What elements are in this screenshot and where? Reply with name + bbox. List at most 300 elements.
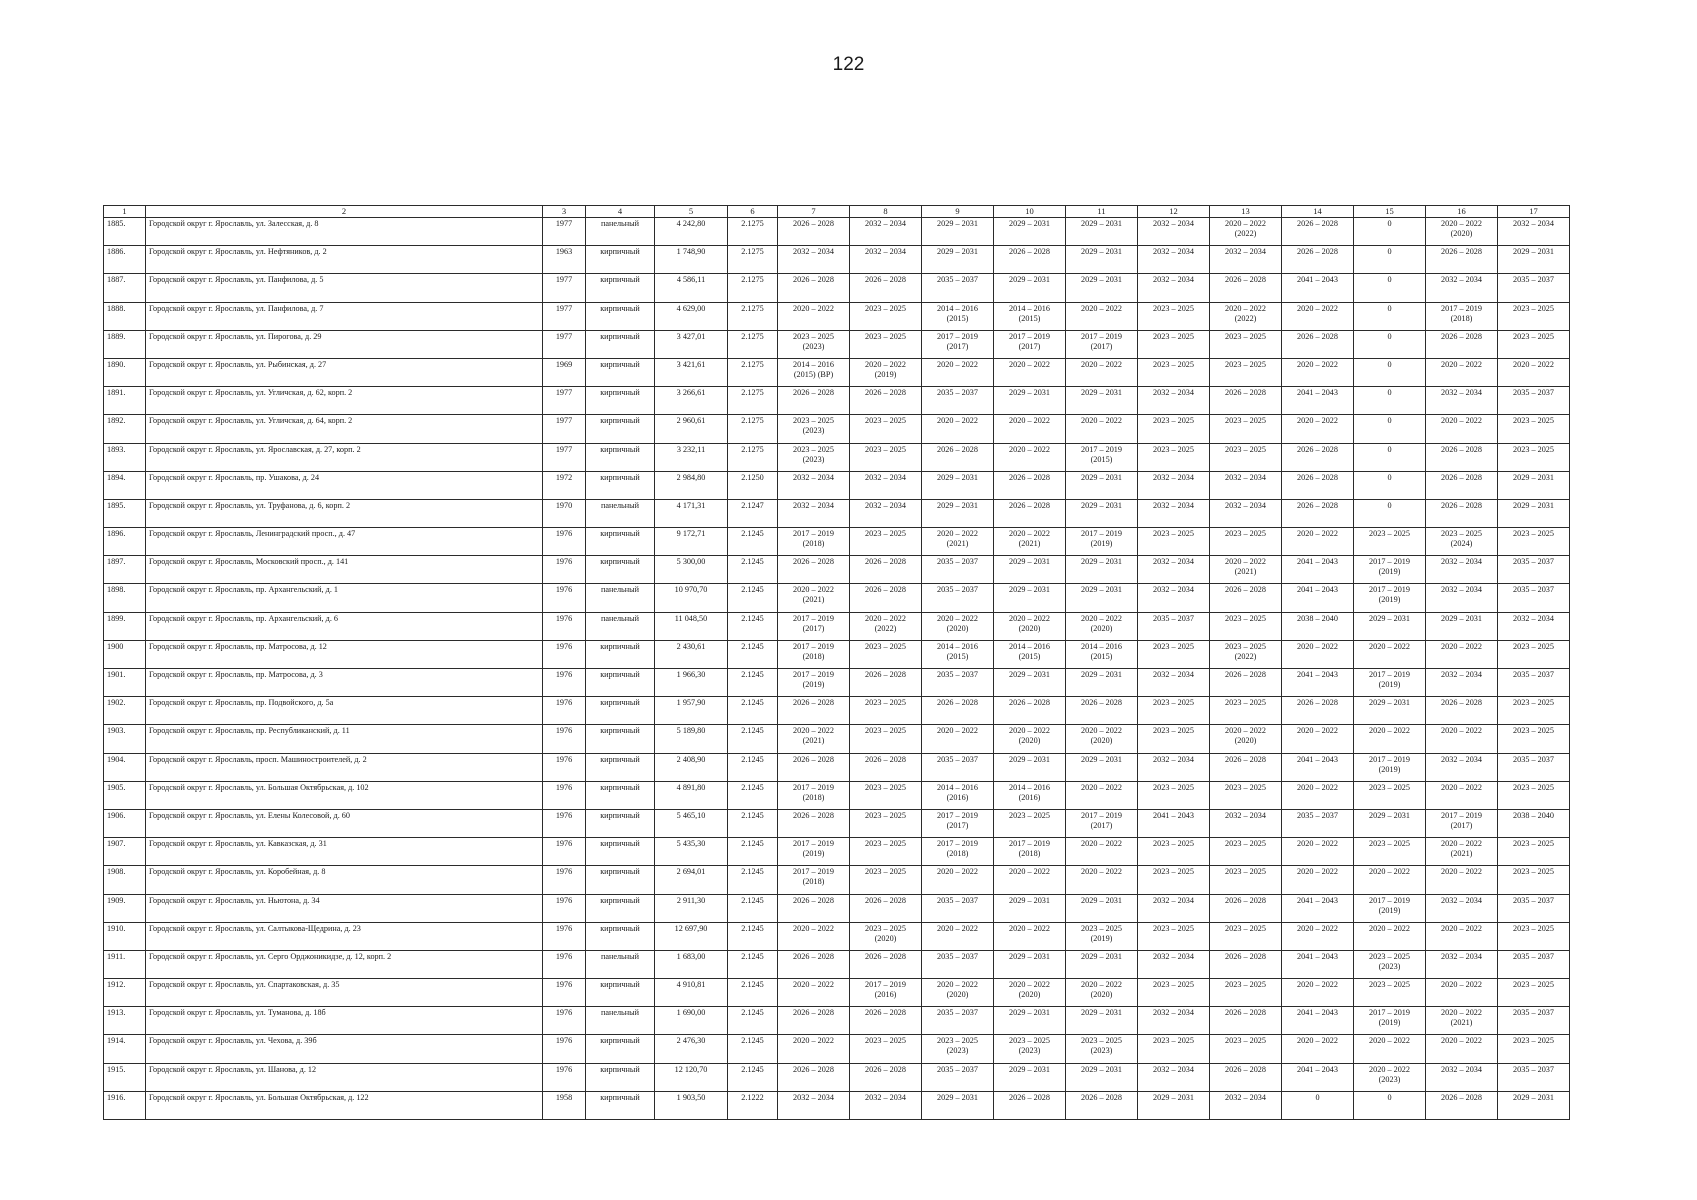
- period-col-8-cell: 2026 – 2028: [850, 950, 922, 978]
- period-col-9-cell: 2029 – 2031: [922, 471, 994, 499]
- period-col-13-cell: 2023 – 2025: [1210, 1035, 1282, 1063]
- coefficient-cell: 2.1245: [728, 640, 778, 668]
- period-col-7-cell: 2032 – 2034: [778, 246, 850, 274]
- period-col-7-cell: 2026 – 2028: [778, 894, 850, 922]
- coefficient-cell: 2.1245: [728, 922, 778, 950]
- period-col-7-cell: 2020 – 2022: [778, 922, 850, 950]
- wall-material-cell: кирпичный: [586, 443, 655, 471]
- period-col-11-cell: 2026 – 2028: [1066, 1091, 1138, 1119]
- period-col-17-cell: 2023 – 2025: [1498, 866, 1570, 894]
- address-cell: Городской округ г. Ярославль, пр. Республиканский, д. 11: [146, 725, 543, 753]
- period-col-13-cell: 2023 – 2025: [1210, 415, 1282, 443]
- period-col-14-cell: 2026 – 2028: [1282, 499, 1354, 527]
- column-number-15: 15: [1354, 206, 1426, 218]
- period-col-7-cell: 2023 – 2025 (2023): [778, 415, 850, 443]
- period-col-9-cell: 2029 – 2031: [922, 499, 994, 527]
- period-col-12-cell: 2032 – 2034: [1138, 556, 1210, 584]
- period-col-11-cell: 2029 – 2031: [1066, 1063, 1138, 1091]
- total-area-cell: 2 430,61: [655, 640, 728, 668]
- table-row: [104, 612, 1570, 640]
- period-col-7-cell: 2020 – 2022: [778, 302, 850, 330]
- period-col-12-cell: 2023 – 2025: [1138, 528, 1210, 556]
- row-number-cell: 1916.: [104, 1091, 146, 1119]
- period-col-17-cell: 2038 – 2040: [1498, 809, 1570, 837]
- period-col-13-cell: 2020 – 2022 (2022): [1210, 302, 1282, 330]
- address-cell: Городской округ г. Ярославль, пр. Архангельский, д. 1: [146, 584, 543, 612]
- wall-material-cell: кирпичный: [586, 387, 655, 415]
- table-row: [104, 415, 1570, 443]
- period-col-7-cell: 2017 – 2019 (2019): [778, 838, 850, 866]
- table-row: [104, 894, 1570, 922]
- year-built-cell: 1976: [543, 979, 586, 1007]
- year-built-cell: 1976: [543, 950, 586, 978]
- period-col-9-cell: 2035 – 2037: [922, 387, 994, 415]
- period-col-10-cell: 2029 – 2031: [994, 950, 1066, 978]
- wall-material-cell: кирпичный: [586, 246, 655, 274]
- period-col-9-cell: 2017 – 2019 (2017): [922, 809, 994, 837]
- table-row: [104, 1091, 1570, 1119]
- period-col-15-cell: 2020 – 2022 (2023): [1354, 1063, 1426, 1091]
- period-col-16-cell: 2017 – 2019 (2017): [1426, 809, 1498, 837]
- period-col-7-cell: 2023 – 2025 (2023): [778, 443, 850, 471]
- year-built-cell: 1976: [543, 556, 586, 584]
- period-col-16-cell: 2020 – 2022: [1426, 1035, 1498, 1063]
- row-number-cell: 1885.: [104, 218, 146, 246]
- total-area-cell: 3 421,61: [655, 358, 728, 386]
- period-col-16-cell: 2032 – 2034: [1426, 669, 1498, 697]
- wall-material-cell: кирпичный: [586, 471, 655, 499]
- column-number-8: 8: [850, 206, 922, 218]
- period-col-7-cell: 2026 – 2028: [778, 1063, 850, 1091]
- period-col-15-cell: 2023 – 2025: [1354, 528, 1426, 556]
- period-col-15-cell: 0: [1354, 415, 1426, 443]
- period-col-9-cell: 2014 – 2016 (2015): [922, 640, 994, 668]
- period-col-11-cell: 2029 – 2031: [1066, 556, 1138, 584]
- column-number-17: 17: [1498, 206, 1570, 218]
- period-col-11-cell: 2023 – 2025 (2019): [1066, 922, 1138, 950]
- period-col-17-cell: 2035 – 2037: [1498, 753, 1570, 781]
- year-built-cell: 1972: [543, 471, 586, 499]
- table-row: [104, 809, 1570, 837]
- period-col-16-cell: 2020 – 2022 (2020): [1426, 218, 1498, 246]
- coefficient-cell: 2.1245: [728, 1035, 778, 1063]
- period-col-8-cell: 2026 – 2028: [850, 669, 922, 697]
- period-col-10-cell: 2026 – 2028: [994, 1091, 1066, 1119]
- period-col-16-cell: 2017 – 2019 (2018): [1426, 302, 1498, 330]
- address-cell: Городской округ г. Ярославль, ул. Спартаковская, д. 35: [146, 979, 543, 1007]
- table-row: [104, 922, 1570, 950]
- period-col-11-cell: 2029 – 2031: [1066, 387, 1138, 415]
- table-row: [104, 640, 1570, 668]
- row-number-cell: 1893.: [104, 443, 146, 471]
- period-col-16-cell: 2032 – 2034: [1426, 556, 1498, 584]
- period-col-17-cell: 2023 – 2025: [1498, 979, 1570, 1007]
- period-col-9-cell: 2029 – 2031: [922, 1091, 994, 1119]
- period-col-10-cell: 2029 – 2031: [994, 894, 1066, 922]
- period-col-13-cell: 2032 – 2034: [1210, 499, 1282, 527]
- period-col-12-cell: 2023 – 2025: [1138, 1035, 1210, 1063]
- total-area-cell: 12 120,70: [655, 1063, 728, 1091]
- coefficient-cell: 2.1245: [728, 697, 778, 725]
- period-col-7-cell: 2032 – 2034: [778, 1091, 850, 1119]
- column-number-16: 16: [1426, 206, 1498, 218]
- table-row: [104, 471, 1570, 499]
- period-col-7-cell: 2023 – 2025 (2023): [778, 330, 850, 358]
- year-built-cell: 1976: [543, 725, 586, 753]
- coefficient-cell: 2.1245: [728, 584, 778, 612]
- period-col-15-cell: 0: [1354, 218, 1426, 246]
- year-built-cell: 1977: [543, 443, 586, 471]
- period-col-10-cell: 2023 – 2025 (2023): [994, 1035, 1066, 1063]
- period-col-15-cell: 0: [1354, 443, 1426, 471]
- period-col-17-cell: 2035 – 2037: [1498, 387, 1570, 415]
- period-col-7-cell: 2017 – 2019 (2017): [778, 612, 850, 640]
- period-col-13-cell: 2026 – 2028: [1210, 894, 1282, 922]
- period-col-16-cell: 2020 – 2022: [1426, 781, 1498, 809]
- address-cell: Городской округ г. Ярославль, пр. Подвойского, д. 5а: [146, 697, 543, 725]
- period-col-11-cell: 2020 – 2022: [1066, 358, 1138, 386]
- address-cell: Городской округ г. Ярославль, просп. Машиностроителей, д. 2: [146, 753, 543, 781]
- period-col-14-cell: 2041 – 2043: [1282, 387, 1354, 415]
- address-cell: Городской округ г. Ярославль, ул. Большая Октябрьская, д. 102: [146, 781, 543, 809]
- year-built-cell: 1977: [543, 330, 586, 358]
- period-col-12-cell: 2035 – 2037: [1138, 612, 1210, 640]
- period-col-12-cell: 2023 – 2025: [1138, 922, 1210, 950]
- period-col-8-cell: 2026 – 2028: [850, 274, 922, 302]
- total-area-cell: 4 586,11: [655, 274, 728, 302]
- address-cell: Городской округ г. Ярославль, ул. Нефтяников, д. 2: [146, 246, 543, 274]
- row-number-cell: 1914.: [104, 1035, 146, 1063]
- period-col-17-cell: 2020 – 2022: [1498, 358, 1570, 386]
- period-col-15-cell: 2017 – 2019 (2019): [1354, 1007, 1426, 1035]
- period-col-11-cell: 2017 – 2019 (2019): [1066, 528, 1138, 556]
- period-col-11-cell: 2020 – 2022: [1066, 415, 1138, 443]
- total-area-cell: 1 748,90: [655, 246, 728, 274]
- period-col-10-cell: 2014 – 2016 (2016): [994, 781, 1066, 809]
- period-col-16-cell: 2032 – 2034: [1426, 274, 1498, 302]
- period-col-13-cell: 2020 – 2022 (2021): [1210, 556, 1282, 584]
- total-area-cell: 2 984,80: [655, 471, 728, 499]
- period-col-10-cell: 2029 – 2031: [994, 218, 1066, 246]
- wall-material-cell: кирпичный: [586, 697, 655, 725]
- table-row: [104, 950, 1570, 978]
- wall-material-cell: панельный: [586, 612, 655, 640]
- period-col-12-cell: 2032 – 2034: [1138, 471, 1210, 499]
- table-row: [104, 218, 1570, 246]
- total-area-cell: 2 960,61: [655, 415, 728, 443]
- period-col-17-cell: 2023 – 2025: [1498, 443, 1570, 471]
- coefficient-cell: 2.1245: [728, 725, 778, 753]
- period-col-8-cell: 2026 – 2028: [850, 753, 922, 781]
- wall-material-cell: панельный: [586, 499, 655, 527]
- address-cell: Городской округ г. Ярославль, Московский просп., д. 141: [146, 556, 543, 584]
- total-area-cell: 4 629,00: [655, 302, 728, 330]
- period-col-8-cell: 2023 – 2025: [850, 1035, 922, 1063]
- column-number-6: 6: [728, 206, 778, 218]
- period-col-17-cell: 2029 – 2031: [1498, 1091, 1570, 1119]
- period-col-11-cell: 2029 – 2031: [1066, 894, 1138, 922]
- period-col-8-cell: 2023 – 2025: [850, 838, 922, 866]
- address-cell: Городской округ г. Ярославль, ул. Рыбинская, д. 27: [146, 358, 543, 386]
- table-body: [104, 218, 1570, 1120]
- period-col-13-cell: 2020 – 2022 (2020): [1210, 725, 1282, 753]
- row-number-cell: 1913.: [104, 1007, 146, 1035]
- wall-material-cell: кирпичный: [586, 556, 655, 584]
- period-col-12-cell: 2032 – 2034: [1138, 274, 1210, 302]
- period-col-10-cell: 2020 – 2022 (2020): [994, 979, 1066, 1007]
- period-col-15-cell: 2020 – 2022: [1354, 866, 1426, 894]
- period-col-13-cell: 2023 – 2025 (2022): [1210, 640, 1282, 668]
- period-col-15-cell: 2017 – 2019 (2019): [1354, 556, 1426, 584]
- row-number-cell: 1908.: [104, 866, 146, 894]
- period-col-17-cell: 2029 – 2031: [1498, 246, 1570, 274]
- period-col-13-cell: 2023 – 2025: [1210, 697, 1282, 725]
- coefficient-cell: 2.1245: [728, 781, 778, 809]
- period-col-14-cell: 0: [1282, 1091, 1354, 1119]
- period-col-16-cell: 2029 – 2031: [1426, 612, 1498, 640]
- period-col-12-cell: 2023 – 2025: [1138, 781, 1210, 809]
- address-cell: Городской округ г. Ярославль, ул. Панфилова, д. 7: [146, 302, 543, 330]
- period-col-15-cell: 2023 – 2025: [1354, 781, 1426, 809]
- table-row: [104, 556, 1570, 584]
- period-col-14-cell: 2026 – 2028: [1282, 697, 1354, 725]
- period-col-17-cell: 2032 – 2034: [1498, 612, 1570, 640]
- period-col-10-cell: 2020 – 2022: [994, 358, 1066, 386]
- period-col-7-cell: 2026 – 2028: [778, 809, 850, 837]
- period-col-15-cell: 2017 – 2019 (2019): [1354, 894, 1426, 922]
- coefficient-cell: 2.1275: [728, 218, 778, 246]
- wall-material-cell: кирпичный: [586, 415, 655, 443]
- row-number-cell: 1894.: [104, 471, 146, 499]
- year-built-cell: 1976: [543, 1007, 586, 1035]
- total-area-cell: 1 966,30: [655, 669, 728, 697]
- period-col-14-cell: 2020 – 2022: [1282, 781, 1354, 809]
- table-row: [104, 669, 1570, 697]
- period-col-11-cell: 2020 – 2022: [1066, 781, 1138, 809]
- period-col-12-cell: 2023 – 2025: [1138, 866, 1210, 894]
- period-col-8-cell: 2023 – 2025: [850, 809, 922, 837]
- row-number-cell: 1899.: [104, 612, 146, 640]
- coefficient-cell: 2.1245: [728, 838, 778, 866]
- period-col-9-cell: 2023 – 2025 (2023): [922, 1035, 994, 1063]
- table-row: [104, 330, 1570, 358]
- period-col-14-cell: 2041 – 2043: [1282, 894, 1354, 922]
- period-col-13-cell: 2026 – 2028: [1210, 1007, 1282, 1035]
- row-number-cell: 1907.: [104, 838, 146, 866]
- period-col-15-cell: 0: [1354, 1091, 1426, 1119]
- period-col-9-cell: 2035 – 2037: [922, 753, 994, 781]
- period-col-14-cell: 2041 – 2043: [1282, 1063, 1354, 1091]
- period-col-10-cell: 2017 – 2019 (2018): [994, 838, 1066, 866]
- period-col-16-cell: 2032 – 2034: [1426, 950, 1498, 978]
- period-col-15-cell: 2023 – 2025: [1354, 979, 1426, 1007]
- period-col-14-cell: 2026 – 2028: [1282, 443, 1354, 471]
- row-number-cell: 1912.: [104, 979, 146, 1007]
- period-col-10-cell: 2020 – 2022 (2020): [994, 725, 1066, 753]
- wall-material-cell: кирпичный: [586, 866, 655, 894]
- year-built-cell: 1976: [543, 838, 586, 866]
- address-cell: Городской округ г. Ярославль, ул. Панфилова, д. 5: [146, 274, 543, 302]
- period-col-9-cell: 2035 – 2037: [922, 1063, 994, 1091]
- period-col-13-cell: 2032 – 2034: [1210, 1091, 1282, 1119]
- total-area-cell: 4 242,80: [655, 218, 728, 246]
- table-row: [104, 781, 1570, 809]
- period-col-7-cell: 2032 – 2034: [778, 499, 850, 527]
- wall-material-cell: кирпичный: [586, 753, 655, 781]
- period-col-15-cell: 2023 – 2025: [1354, 838, 1426, 866]
- period-col-7-cell: 2020 – 2022: [778, 1035, 850, 1063]
- period-col-8-cell: 2026 – 2028: [850, 894, 922, 922]
- period-col-13-cell: 2026 – 2028: [1210, 950, 1282, 978]
- period-col-12-cell: 2032 – 2034: [1138, 1007, 1210, 1035]
- coefficient-cell: 2.1245: [728, 950, 778, 978]
- address-cell: Городской округ г. Ярославль, ул. Залесская, д. 8: [146, 218, 543, 246]
- year-built-cell: 1976: [543, 894, 586, 922]
- period-col-15-cell: 0: [1354, 499, 1426, 527]
- period-col-10-cell: 2023 – 2025: [994, 809, 1066, 837]
- period-col-7-cell: 2026 – 2028: [778, 1007, 850, 1035]
- period-col-10-cell: 2026 – 2028: [994, 246, 1066, 274]
- period-col-11-cell: 2020 – 2022 (2020): [1066, 725, 1138, 753]
- row-number-cell: 1911.: [104, 950, 146, 978]
- period-col-15-cell: 0: [1354, 246, 1426, 274]
- period-col-8-cell: 2023 – 2025: [850, 302, 922, 330]
- coefficient-cell: 2.1245: [728, 753, 778, 781]
- period-col-10-cell: 2029 – 2031: [994, 669, 1066, 697]
- period-col-9-cell: 2020 – 2022: [922, 922, 994, 950]
- period-col-8-cell: 2020 – 2022 (2019): [850, 358, 922, 386]
- year-built-cell: 1976: [543, 669, 586, 697]
- period-col-17-cell: 2035 – 2037: [1498, 556, 1570, 584]
- row-number-cell: 1886.: [104, 246, 146, 274]
- period-col-10-cell: 2014 – 2016 (2015): [994, 640, 1066, 668]
- coefficient-cell: 2.1275: [728, 358, 778, 386]
- period-col-8-cell: 2026 – 2028: [850, 1063, 922, 1091]
- coefficient-cell: 2.1245: [728, 556, 778, 584]
- total-area-cell: 5 300,00: [655, 556, 728, 584]
- total-area-cell: 1 957,90: [655, 697, 728, 725]
- period-col-13-cell: 2023 – 2025: [1210, 781, 1282, 809]
- period-col-14-cell: 2020 – 2022: [1282, 302, 1354, 330]
- period-col-15-cell: 0: [1354, 358, 1426, 386]
- total-area-cell: 1 690,00: [655, 1007, 728, 1035]
- period-col-15-cell: 0: [1354, 330, 1426, 358]
- row-number-cell: 1896.: [104, 528, 146, 556]
- period-col-16-cell: 2026 – 2028: [1426, 1091, 1498, 1119]
- period-col-12-cell: 2032 – 2034: [1138, 950, 1210, 978]
- period-col-12-cell: 2032 – 2034: [1138, 387, 1210, 415]
- period-col-13-cell: 2032 – 2034: [1210, 471, 1282, 499]
- period-col-7-cell: 2026 – 2028: [778, 556, 850, 584]
- period-col-14-cell: 2041 – 2043: [1282, 1007, 1354, 1035]
- wall-material-cell: кирпичный: [586, 640, 655, 668]
- period-col-14-cell: 2041 – 2043: [1282, 556, 1354, 584]
- year-built-cell: 1976: [543, 528, 586, 556]
- period-col-13-cell: 2026 – 2028: [1210, 1063, 1282, 1091]
- period-col-8-cell: 2023 – 2025: [850, 781, 922, 809]
- period-col-9-cell: 2029 – 2031: [922, 218, 994, 246]
- period-col-12-cell: 2023 – 2025: [1138, 725, 1210, 753]
- period-col-7-cell: 2017 – 2019 (2019): [778, 669, 850, 697]
- period-col-14-cell: 2020 – 2022: [1282, 640, 1354, 668]
- address-cell: Городской округ г. Ярославль, ул. Серго Орджоникидзе, д. 12, корп. 2: [146, 950, 543, 978]
- period-col-9-cell: 2035 – 2037: [922, 894, 994, 922]
- period-col-13-cell: 2020 – 2022 (2022): [1210, 218, 1282, 246]
- period-col-17-cell: 2035 – 2037: [1498, 274, 1570, 302]
- period-col-11-cell: 2029 – 2031: [1066, 950, 1138, 978]
- period-col-8-cell: 2023 – 2025: [850, 866, 922, 894]
- column-number-13: 13: [1210, 206, 1282, 218]
- period-col-9-cell: 2017 – 2019 (2018): [922, 838, 994, 866]
- period-col-12-cell: 2032 – 2034: [1138, 246, 1210, 274]
- period-col-15-cell: 2029 – 2031: [1354, 697, 1426, 725]
- period-col-8-cell: 2020 – 2022 (2022): [850, 612, 922, 640]
- row-number-cell: 1887.: [104, 274, 146, 302]
- coefficient-cell: 2.1245: [728, 979, 778, 1007]
- period-col-14-cell: 2020 – 2022: [1282, 415, 1354, 443]
- total-area-cell: 9 172,71: [655, 528, 728, 556]
- wall-material-cell: кирпичный: [586, 979, 655, 1007]
- address-cell: Городской округ г. Ярославль, ул. Коробейная, д. 8: [146, 866, 543, 894]
- column-number-row: [104, 206, 1570, 218]
- wall-material-cell: кирпичный: [586, 809, 655, 837]
- period-col-8-cell: 2032 – 2034: [850, 246, 922, 274]
- period-col-7-cell: 2020 – 2022 (2021): [778, 725, 850, 753]
- year-built-cell: 1977: [543, 218, 586, 246]
- period-col-15-cell: 0: [1354, 302, 1426, 330]
- column-number-7: 7: [778, 206, 850, 218]
- row-number-cell: 1898.: [104, 584, 146, 612]
- year-built-cell: 1970: [543, 499, 586, 527]
- period-col-16-cell: 2032 – 2034: [1426, 387, 1498, 415]
- row-number-cell: 1895.: [104, 499, 146, 527]
- period-col-16-cell: 2026 – 2028: [1426, 246, 1498, 274]
- row-number-cell: 1900: [104, 640, 146, 668]
- period-col-17-cell: 2023 – 2025: [1498, 330, 1570, 358]
- period-col-17-cell: 2035 – 2037: [1498, 950, 1570, 978]
- period-col-11-cell: 2020 – 2022: [1066, 302, 1138, 330]
- period-col-9-cell: 2026 – 2028: [922, 697, 994, 725]
- row-number-cell: 1906.: [104, 809, 146, 837]
- total-area-cell: 2 408,90: [655, 753, 728, 781]
- wall-material-cell: кирпичный: [586, 330, 655, 358]
- address-cell: Городской округ г. Ярославль, ул. Ярославская, д. 27, корп. 2: [146, 443, 543, 471]
- wall-material-cell: кирпичный: [586, 358, 655, 386]
- period-col-13-cell: 2032 – 2034: [1210, 246, 1282, 274]
- period-col-7-cell: 2017 – 2019 (2018): [778, 781, 850, 809]
- address-cell: Городской округ г. Ярославль, ул. Шанова, д. 12: [146, 1063, 543, 1091]
- year-built-cell: 1958: [543, 1091, 586, 1119]
- wall-material-cell: кирпичный: [586, 1063, 655, 1091]
- period-col-9-cell: 2026 – 2028: [922, 443, 994, 471]
- address-cell: Городской округ г. Ярославль, пр. Матросова, д. 3: [146, 669, 543, 697]
- coefficient-cell: 2.1275: [728, 330, 778, 358]
- period-col-17-cell: 2035 – 2037: [1498, 894, 1570, 922]
- total-area-cell: 1 903,50: [655, 1091, 728, 1119]
- period-col-11-cell: 2023 – 2025 (2023): [1066, 1035, 1138, 1063]
- period-col-12-cell: 2023 – 2025: [1138, 838, 1210, 866]
- year-built-cell: 1976: [543, 584, 586, 612]
- coefficient-cell: 2.1275: [728, 302, 778, 330]
- row-number-cell: 1915.: [104, 1063, 146, 1091]
- period-col-15-cell: 2017 – 2019 (2019): [1354, 669, 1426, 697]
- column-number-11: 11: [1066, 206, 1138, 218]
- period-col-11-cell: 2029 – 2031: [1066, 471, 1138, 499]
- period-col-8-cell: 2026 – 2028: [850, 1007, 922, 1035]
- total-area-cell: 5 189,80: [655, 725, 728, 753]
- period-col-15-cell: 2029 – 2031: [1354, 612, 1426, 640]
- period-col-16-cell: 2026 – 2028: [1426, 471, 1498, 499]
